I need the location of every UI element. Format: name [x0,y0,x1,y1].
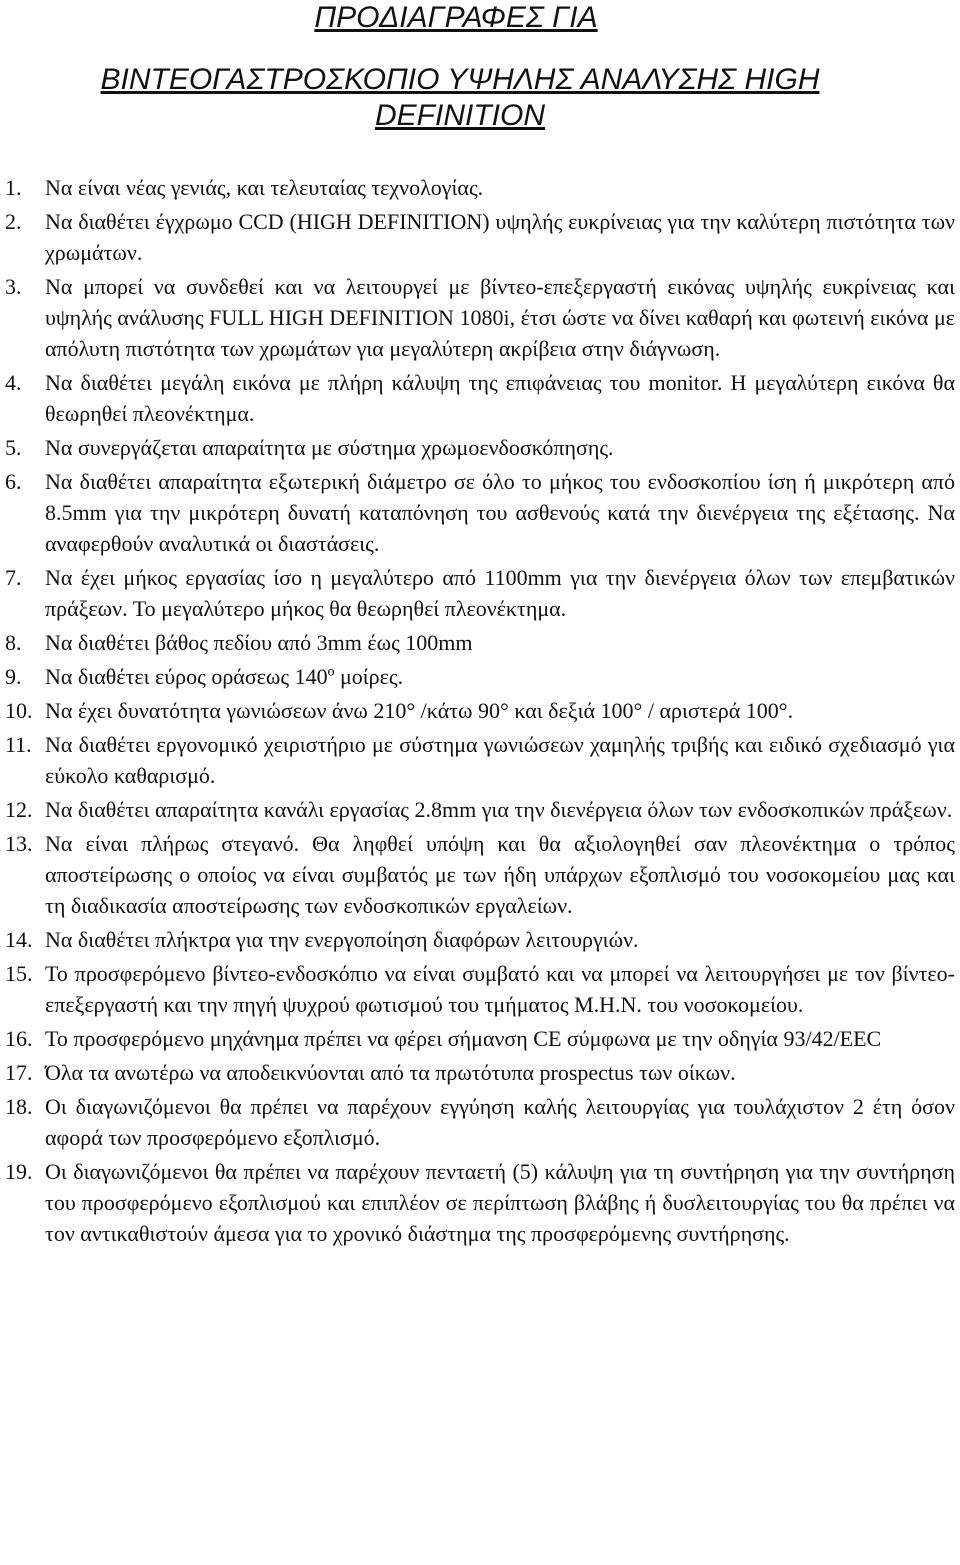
spec-item-text: Να μπορεί να συνδεθεί και να λειτουργεί με βίντεο-επεξεργαστή εικόνας υψηλής ευκρίνειας και υψηλής ανάλυσης FULL HIGH DEFINITION 1080i, έτσι ώστε να δίνει καθαρή και φωτεινή εικόνα με απόλυτη πιστότητα των χρωμάτων για μεγαλύτερη ακρίβεια στην διάγνωση. [45,274,955,361]
spec-item-text: Να διαθέτει βάθος πεδίου από 3mm έως 100mm [45,630,473,655]
spec-item-text: Να διαθέτει απαραίτητα κανάλι εργασίας 2.8mm για την διενέργεια όλων των ενδοσκοπικών πράξεων. [45,797,953,822]
spec-item-text: Να διαθέτει απαραίτητα εξωτερική διάμετρο σε όλο το μήκος του ενδοσκοπίου ίση ή μικρότερη από 8.5mm για την μικρότερη δυνατή καταπόνηση του ασθενούς κατά την διενέργεια της εξέτασης. Να αναφερθούν αναλυτικά οι διαστάσεις. [45,469,955,556]
spec-item [0,562,955,624]
spec-item [0,432,955,463]
spec-item-number: 3. [5,274,22,299]
spec-item-number: 8. [5,630,22,655]
spec-item-number: 1. [5,175,22,200]
spec-item-number: 14. [5,927,33,952]
spec-item-number: 4. [5,370,22,395]
spec-item-text: Το προσφερόμενο μηχάνημα πρέπει να φέρει σήμανση CE σύμφωνα με την οδηγία 93/42/ΕΕC [45,1026,882,1051]
spec-item-text: Οι διαγωνιζόμενοι θα πρέπει να παρέχουν εγγύηση καλής λειτουργίας για τουλάχιστον 2 έτη όσον αφορά των προσφερόμενο εξοπλισμό. [45,1094,955,1150]
specification-list [0,172,955,1249]
spec-item [0,794,955,825]
spec-item [0,466,955,559]
spec-item [0,729,955,791]
spec-item-number: 16. [5,1026,33,1051]
spec-item-number: 10. [5,698,33,723]
spec-item [0,627,955,658]
spec-item-number: 11. [5,732,32,757]
spec-item-text: Όλα τα ανωτέρω να αποδεικνύονται από τα πρωτότυπα prospectus των οίκων. [45,1060,736,1085]
spec-item-text: Να διαθέτει μεγάλη εικόνα με πλήρη κάλυψη της επιφάνειας του monitor. Η μεγαλύτερη εικόνα θα θεωρηθεί πλεονέκτημα. [45,370,955,426]
document-title-line-1: ΠΡΟΔΙΑΓΡΑΦΕΣ ΓΙΑ [314,1,598,34]
spec-item [0,1023,955,1054]
spec-item [0,367,955,429]
spec-item-text: Να είναι πλήρως στεγανό. Θα ληφθεί υπόψη και θα αξιολογηθεί σαν πλεονέκτημα ο τρόπος αποστείρωσης ο οποίος να είναι συμβατός με των ήδη υπάρχων εξοπλισμό του νοσοκομείου μας και τη διαδικασία αποστείρωσης των ενδοσκοπικών εργαλείων. [45,831,955,918]
spec-item [0,1156,955,1249]
spec-item-number: 5. [5,435,22,460]
spec-item-text: Το προσφερόμενο βίντεο-ενδοσκόπιο να είναι συμβατό και να μπορεί να λειτουργήσει με τον βίντεο-επεξεργαστή και την πηγή ψυχρού φωτισμού του τμήματος Μ.Η.Ν. του νοσοκομείου. [45,961,955,1017]
spec-item-text: Να έχει μήκος εργασίας ίσο η μεγαλύτερο από 1100mm για την διενέργεια όλων των επεμβατικών πράξεων. Το μεγαλύτερο μήκος θα θεωρηθεί πλεονέκτημα. [45,565,955,621]
spec-item-number: 6. [5,469,22,494]
spec-item-text: Να συνεργάζεται απαραίτητα με σύστημα χρωμοενδοσκόπησης. [45,435,614,460]
spec-item-number: 2. [5,209,22,234]
spec-item-text: Να διαθέτει πλήκτρα για την ενεργοποίηση διαφόρων λειτουργιών. [45,927,639,952]
spec-item-text: Να διαθέτει εύρος οράσεως 140º μοίρες. [45,664,404,689]
spec-item [0,695,955,726]
spec-item-text: Να διαθέτει έγχρωμο CCD (HIGH DEFINITION) υψηλής ευκρίνειας για την καλύτερη πιστότητα των χρωμάτων. [45,209,955,265]
spec-item-number: 17. [5,1060,33,1085]
spec-item-number: 15. [5,961,33,986]
spec-item [0,271,955,364]
spec-item [0,1057,955,1088]
spec-item-number: 13. [5,831,33,856]
spec-item [0,958,955,1020]
spec-item [0,1091,955,1153]
spec-item [0,172,955,203]
spec-item-number: 19. [5,1159,33,1184]
spec-item-number: 9. [5,664,22,689]
spec-item-text: Να είναι νέας γενιάς, και τελευταίας τεχνολογίας. [45,175,484,200]
document-title-line-2: ΒΙΝΤΕΟΓΑΣΤΡΟΣΚΟΠΙΟ ΥΨΗΛΗΣ ΑΝΑΛΥΣΗΣ HIGH [100,63,820,96]
spec-item-number: 12. [5,797,33,822]
spec-item [0,828,955,921]
spec-item-text: Να έχει δυνατότητα γωνιώσεων άνω 210° /κάτω 90° και δεξιά 100° / αριστερά 100°. [45,698,794,723]
spec-item-text: Να διαθέτει εργονομικό χειριστήριο με σύστημα γωνιώσεων χαμηλής τριβής και ειδικό σχεδιασμό για εύκολο καθαρισμό. [45,732,955,788]
spec-item-number: 18. [5,1094,33,1119]
spec-item [0,924,955,955]
spec-item-number: 7. [5,565,22,590]
spec-item [0,206,955,268]
document-title-line-3: DEFINITION [375,99,545,132]
spec-item [0,661,955,692]
spec-item-text: Οι διαγωνιζόμενοι θα πρέπει να παρέχουν πενταετή (5) κάλυψη για τη συντήρηση για την συντήρηση του προσφερόμενο εξοπλισμού και επιπλέον σε περίπτωση βλάβης ή δυσλειτουργίας του θα πρέπει να τον αντικαθιστούν άμεσα για το χρονικό διάστημα της προσφερόμενης συντήρησης. [45,1159,955,1246]
